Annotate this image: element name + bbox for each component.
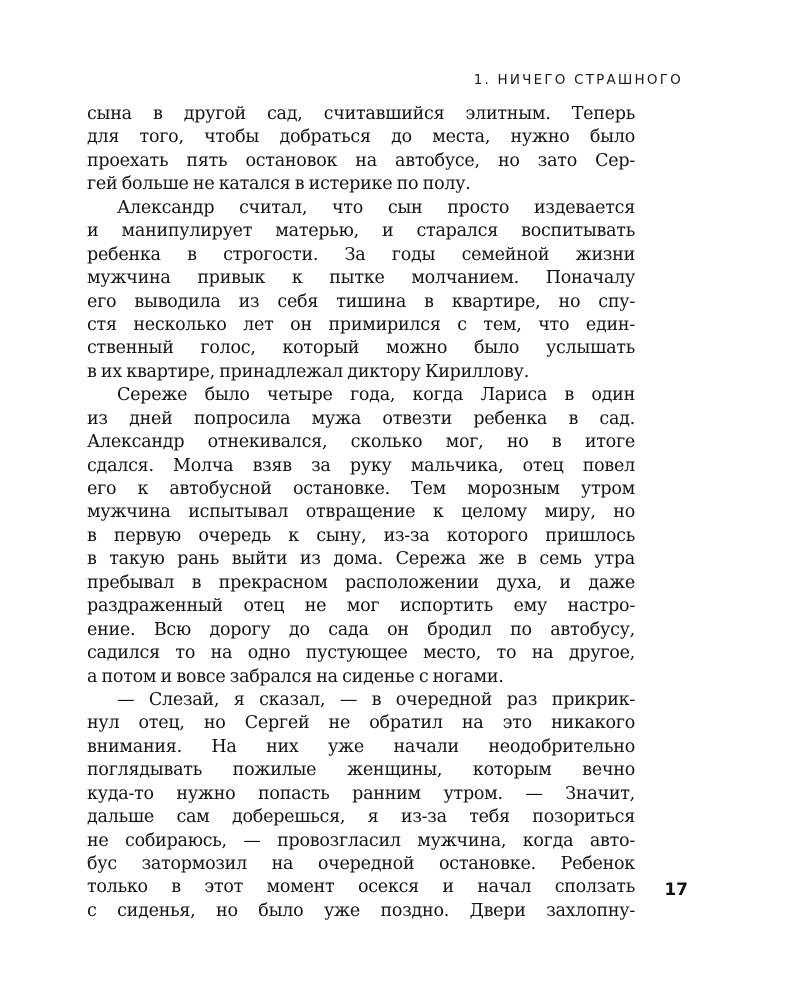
page-number: 17 (664, 880, 688, 900)
text-line: из дней попросила мужа отвезти ребенка в сад. (87, 408, 635, 429)
text-line: его к автобусной остановке. Тем морозным утром (87, 479, 635, 499)
text-line: ребенка в строгости. За годы семейной жизни (87, 244, 635, 265)
text-line: проехать пять остановок на автобусе, но зато Сер- (87, 150, 635, 171)
text-line: с сиденья, но было уже поздно. Двери захлопну- (87, 900, 635, 921)
body-text (87, 103, 635, 923)
text-line: его выводила из себя тишина в квартире, но спу- (87, 291, 635, 312)
text-line: Александр отнекивался, сколько мог, но в итоге (87, 432, 635, 453)
text-line: садился то на одно пустующее место, то на другое, (87, 643, 635, 664)
text-line: бус затормозил на очередной остановке. Ребенок (87, 854, 635, 874)
text-line: поглядывать пожилые женщины, которым вечно (87, 760, 635, 781)
text-line: только в этот момент осекся и начал сползать (87, 877, 635, 898)
text-line: сдался. Молча взяв за руку мальчика, отец повел (87, 455, 635, 476)
text-line: сына в другой сад, считавшийся элитным. Теперь (87, 104, 635, 124)
text-line: для того, чтобы добраться до места, нужно было (87, 127, 635, 148)
text-line: ение. Всю дорогу до сада он бродил по автобусу, (87, 619, 635, 640)
text-line: и манипулирует матерью, и старался воспитывать (87, 221, 635, 242)
text-line: нул отец, но Сергей не обратил на это никакого (87, 713, 635, 734)
text-line: мужчина испытывал отвращение к целому миру, но (87, 502, 635, 523)
text-line: дальше сам доберешься, я из-за тебя позориться (87, 807, 635, 828)
text-line: мужчина привык к пытке молчанием. Поначалу (87, 268, 635, 289)
text-line: в такую рань выйти из дома. Сережа же в семь утра (87, 549, 635, 570)
text-line: Сереже было четыре года, когда Лариса в один (117, 385, 635, 406)
text-line: стя несколько лет он примирился с тем, что един- (87, 314, 635, 335)
text-line: в их квартире, принадлежал диктору Кириллову. (87, 361, 530, 382)
running-head: 1. НИЧЕГО СТРАШНОГО (473, 72, 683, 88)
text-line: гей больше не катался в истерике по полу. (87, 174, 471, 195)
text-line: ственный голос, который можно было услышать (87, 338, 635, 359)
text-line: а потом и вовсе забрался на сиденье с ногами. (87, 666, 504, 687)
text-line: в первую очередь к сыну, из-за которого пришлось (87, 525, 635, 546)
text-line: — Слезай, я сказал, — в очередной раз прикрик- (117, 689, 635, 710)
text-line: не собираюсь, — провозгласил мужчина, когда авто- (87, 830, 635, 851)
text-line: Александр считал, что сын просто издевается (117, 197, 635, 218)
text-line: куда-то нужно попасть ранним утром. — Значит, (87, 783, 635, 804)
text-line: раздраженный отец не мог испортить ему настро- (87, 596, 635, 617)
text-line: пребывал в прекрасном расположении духа, и даже (87, 572, 635, 593)
text-line: внимания. На них уже начали неодобрительно (87, 736, 635, 757)
